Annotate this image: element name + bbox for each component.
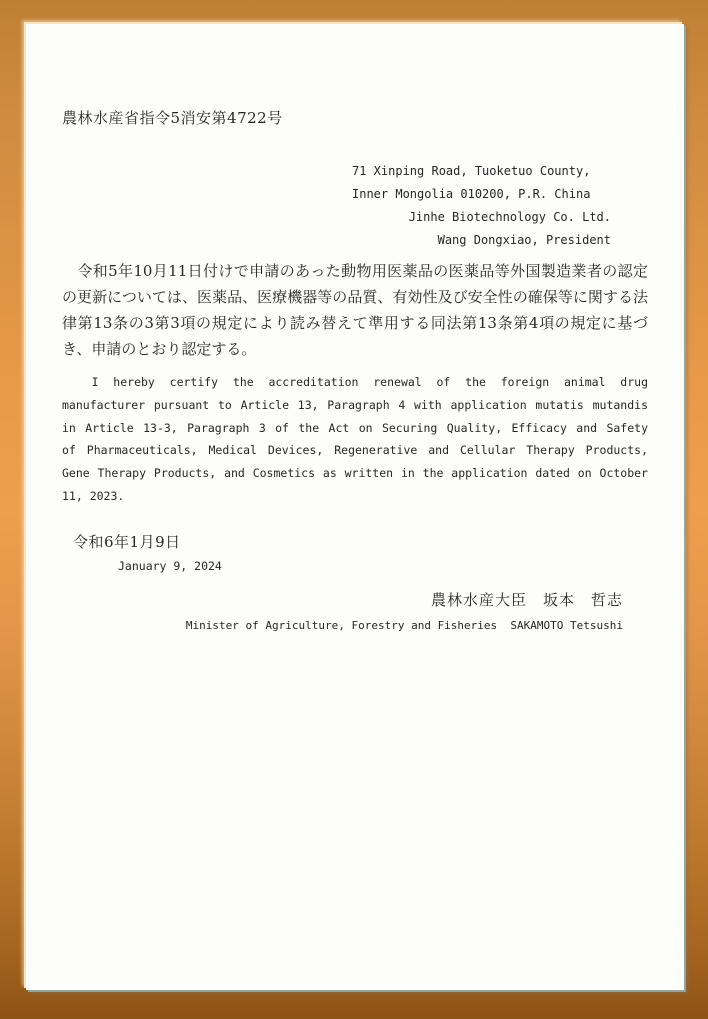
signature-english: Minister of Agriculture, Forestry and Fisheries SAKAMOTO Tetsushi <box>185 619 623 632</box>
address-line: Inner Mongolia 010200, P.R. China <box>352 187 591 201</box>
paragraph-line: of Pharmaceuticals, Medical Devices, Regenerative and Cellular Therapy Products, <box>62 443 648 458</box>
body-paragraph-english <box>62 371 648 508</box>
signature-japanese: 農林水産大臣 坂本 哲志 <box>430 591 623 609</box>
body-paragraph-japanese <box>62 258 648 362</box>
paragraph-line: の更新については、医薬品、医療機器等の品質、有効性及び安全性の確保等に関する法 <box>62 288 648 306</box>
date-english: January 9, 2024 <box>118 559 222 573</box>
paragraph-line: 令和5年10月11日付けで申請のあった動物用医薬品の医薬品等外国製造業者の認定 <box>62 262 648 280</box>
paragraph-line: manufacturer pursuant to Article 13, Paragraph 4 with application mutatis mutandis <box>62 397 648 412</box>
letter-page <box>26 24 684 990</box>
address-line: Jinhe Biotechnology Co. Ltd. <box>408 210 611 224</box>
address-line: Wang Dongxiao, President <box>437 233 611 247</box>
date-japanese: 令和6年1月9日 <box>73 533 181 551</box>
paragraph-line: 律第13条の3第3項の規定により読み替えて準用する同法第13条第4項の規定に基づ <box>62 314 648 332</box>
document-number: 農林水産省指令5消安第4722号 <box>62 109 283 127</box>
address-line: 71 Xinping Road, Tuoketuo County, <box>352 164 591 178</box>
paragraph-line: in Article 13-3, Paragraph 3 of the Act on Securing Quality, Efficacy and Safety <box>62 420 648 435</box>
paragraph-line: 11, 2023. <box>62 488 125 503</box>
paragraph-line: I hereby certify the accreditation renewal of the foreign animal drug <box>62 375 648 389</box>
paragraph-line: き、申請のとおり認定する。 <box>62 340 257 358</box>
paragraph-line: Gene Therapy Products, and Cosmetics as written in the application dated on October <box>62 466 648 481</box>
signature-block <box>186 588 623 638</box>
recipient-address <box>352 160 611 252</box>
